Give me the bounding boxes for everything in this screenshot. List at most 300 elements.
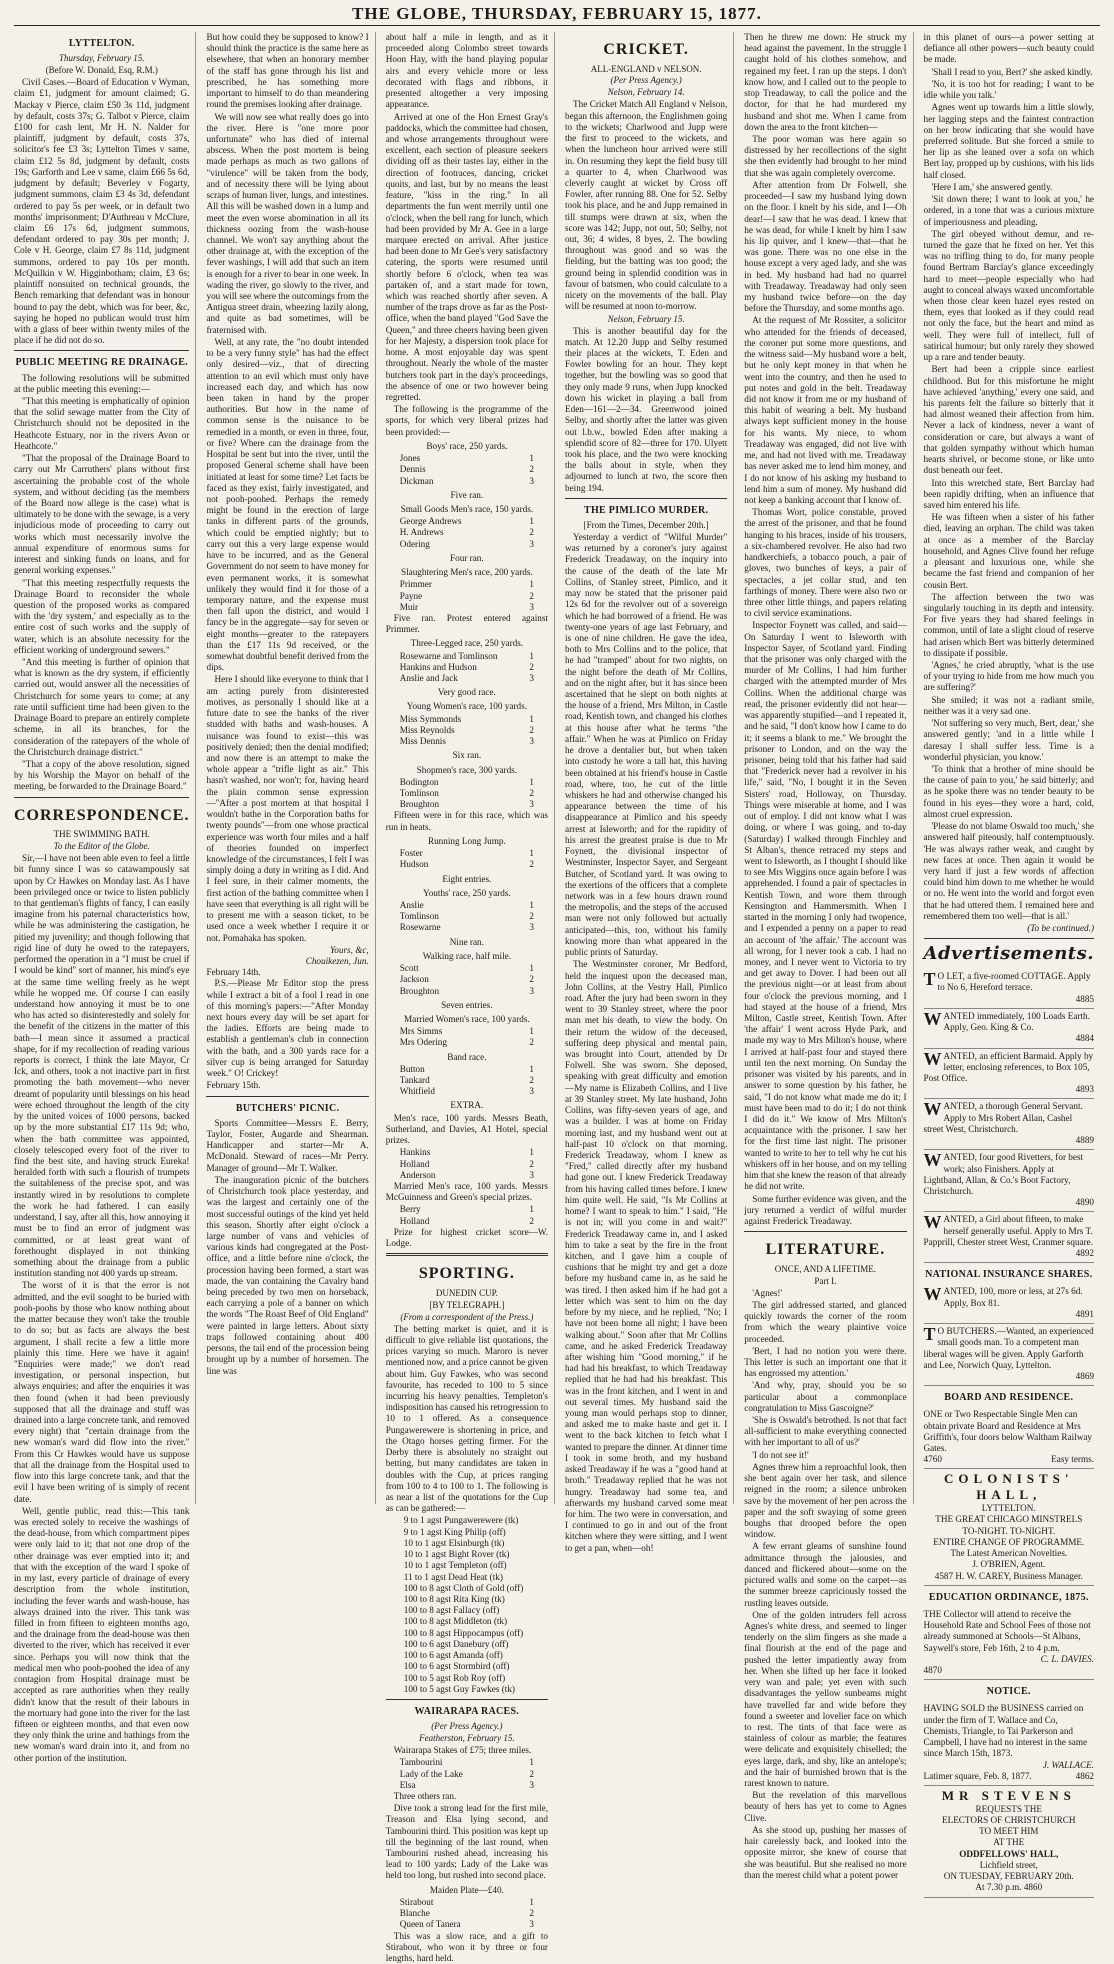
competitor-name: Jackson xyxy=(399,974,429,985)
competitor-name: Muir xyxy=(399,601,419,612)
paragraph: Fifteen were in for this race, which was run in heats. xyxy=(385,810,548,832)
result-row xyxy=(386,1216,548,1227)
paragraph: 'Bert, I had no notion you were there. This letter is such an important one that it has engrossed my attention.' xyxy=(744,1345,907,1379)
ad-board xyxy=(924,1407,1094,1469)
paragraph: 'She is Oswald's betrothed. Is not that fact all-sufficient to make everything connected with her important to all of us?' xyxy=(744,1415,907,1448)
ad-number: 4862 xyxy=(1075,1770,1095,1781)
ad-list xyxy=(924,1284,1094,1386)
paragraph: Yesterday a verdict of "Wilful Murder" was returned by a coroner's jury against Frederick Treadaway, on the inquiry into the cause of the death of the late Mr Collins, of Stanley street, Pimlico, and it may now be stated that the prisoner paid 12s 6d for the revolver out of a sovereign which he had borrowed of a friend. He was twenty-one years of age last February, and is one of nine children. He gave the idea, both to Mrs Collins and to the police, that he had "tramped" about for two nights, on the night before the death of Mr Collins, and on the night after, but it has since been ascertained that he slept on both nights at the house of a friend, Mrs Milton, in Castle road, Kentish town, and changed his clothes at this house after what he terms "the affair." When he was at Pimlico on Friday he drove a dentalier but, but when taken into custody he wore a tall hat, this having been obtained at his friend's house in Castle road, where, too, he cut of the little whiskers he had and otherwise changed his appearance between the time of his disappearance at Pimlico and his speedy arrest at Isleworth; and for the rapidity of his arrest the greatest praise is due to Mr Foynett, the divisional inspector of Westminster, Inspector Sayer, and Sergeant Butcher, of Scotland yard. It was owing to the exertions of the officers that a complete network was in a few hours drawn round the metropolis, and the steps of the accused man were not only followed but actually anticipated—this, too, without his family knowing more than what appeared in the public prints of Saturday. xyxy=(565,531,728,958)
paragraph: Then he threw me down: He struck my head against the pavement. In the struggle I caught hold of his clothes somehow, and regained my feet. I ran up the steps. I don't know how, and I called out to the people to stop Treadaway, to call the police and the doctor, for that he had murdered my husband and shot me. When I came from down the area to the front kitchen— xyxy=(744,32,907,132)
result-row xyxy=(386,1170,548,1181)
section-heading-butchers-picnic: BUTCHERS' PICNIC. xyxy=(235,1102,340,1114)
paragraph: This is another beautiful day for the match. At 12.20 Jupp and Selby resumed their places at the wickets, T. Eden and Fowler bowling for an hour. They kept together, but the bowling was so good that they only made 9 runs, when Jupp knocked down his wicket in playing a ball from Eden—161—2—34. Greenwood joined Selby, and shortly after the latter was given out l.b.w., bowled Eden after making a splendid score of 82—three for 170. Ulyett took his place, and the two were knocking the balls about in style, when they adjourned to lunch at two, the score then being 194. xyxy=(565,325,728,493)
paragraph: She smiled; it was not a radiant smile, neither was it a very sad one. xyxy=(923,694,1095,716)
paragraph: The following resolutions will be submitted at the public meeting this evening:— xyxy=(14,372,190,394)
race-title: EXTRA. xyxy=(450,1100,484,1111)
divider xyxy=(386,1253,548,1256)
odds-line: 100 to 8 agst Hippocampus (off) xyxy=(403,1627,524,1638)
page-columns xyxy=(14,32,1100,1964)
column-5 xyxy=(744,32,913,1880)
paragraph: But the revelation of this marvellous beauty of hers has yet to come to Agnes Clive. xyxy=(744,1790,907,1823)
competitor-name: Miss Symmonds xyxy=(399,713,462,724)
drop-cap: W xyxy=(923,1008,942,1029)
divider xyxy=(206,1096,368,1097)
race-results xyxy=(386,1897,548,1931)
placing: 1 xyxy=(529,1063,534,1074)
placing: 3 xyxy=(529,799,534,810)
paragraph: about half a mile in length, and as it proceeded along Colombo street towards Hoon Hay, with the band playing popular airs and every vehicle more or less decorated with flags and ribbons, it presented altogether a very imposing appearance. xyxy=(385,32,548,110)
paragraph: Here I should like everyone to think that I am acting purely from disinterested motives, as personally I should like at a future date to see the banks of the river studded with baths and wash-houses. A nuisance was found to exist—this was positively denied; then the denial modified; and now there is an attempt to make the whole appear a "trifle light as air." This hasn't washed, nor won't; for, having heard the plain common sense expression—"After a post mortem at that hospital I wouldn't bathe in the Corporation baths for twenty pounds"—from one whose practical experience was worth four miles and a half of theories founded on imperfect knowledge of the circumstances, I felt I was simply doing a duty in writing as I did. And I feel sure, in their calmer moments, the first action of the bathing committee when I have seen that everything is all right will be to present me with a season ticket, to be used once a week whether I require it or not. Pomahaka has spoken. xyxy=(206,674,369,943)
paragraph: Agnes went up towards him a little slowly, her lagging steps and the faintest contraction on her brow indicating that she would have preferred solitude. But she forced a smile to her lip as she leaned over a sofa on which Bert lay, propped up by cushions, with his lids half closed. xyxy=(923,102,1095,180)
result-row xyxy=(386,464,548,475)
paragraph: Into this wretched state, Bert Barclay had been rapidly drifting, when an influence that saved him entered his life. xyxy=(923,477,1095,510)
dateline: Featherston, February 15. xyxy=(419,1733,515,1744)
competitor-name: Miss Reynolds xyxy=(399,724,455,735)
paragraph: Well, at any rate, the "no doubt intended to be a very funny style" has had the effect only desired—viz., that of directing attention to an evil which must only have increased each day, and which has now been taken in hand by the proper authorities. But how in the name of common sense is the nuisance to be remedied in a month, or even in three, four, or five? Where can the drainage from the Hospital be sent but into the river, until the proposed General scheme shall have been initiated at least for some time? Let facts be faced as they exist, fairly investigated, and not pooh-poohed. Perhaps the remedy might be found in the erection of large tanks in different parts of the grounds, which could be emptied nightly; but to carry out this a very large expense would have to be incurred, and as the General Government do not seem to have money for even permanent works, it is somewhat unlikely they would find it for those of a temporary nature, and the expense must then fall upon the district, and would I fancy be in the aggregate—say for seven or eight months—greater to the ratepayers than the £17 11s 9d received, or the somewhat doubtful benefit derived from the dips. xyxy=(206,336,369,673)
paragraph: Married Men's race, 100 yards. Messrs McGuinness and Green's special prizes. xyxy=(385,1181,548,1203)
result-row xyxy=(386,1919,548,1930)
odds-list xyxy=(386,1515,548,1695)
result-row xyxy=(386,1897,548,1908)
section-heading-cricket: CRICKET. xyxy=(603,41,689,58)
result-row xyxy=(386,1204,548,1215)
divider xyxy=(565,498,727,499)
race-title: Very good race. xyxy=(437,687,496,698)
competitor-name: Hankins and Hudson xyxy=(399,661,477,672)
section-heading-drainage: PUBLIC MEETING RE DRAINAGE. xyxy=(15,357,189,369)
classified-ad xyxy=(924,1099,1094,1150)
result-row xyxy=(386,539,548,550)
paragraph: "And this meeting is further of opinion that what is known as the dry system, if efficiently carried out, would answer all the necessities of Christchurch for some years to come; at any rate until sufficient time had been given to the Drainage Board to prepare an entirely complete scheme, in all its branches, for the consideration of the ratepayers of the whole of the Christchurch drainage district." xyxy=(14,657,190,757)
result-row xyxy=(386,1064,548,1075)
competitor-name: Tambourini xyxy=(399,1757,443,1768)
masthead-rule xyxy=(14,25,1100,26)
ad-text: O LET, a five-roomed COTTAGE. Apply to No 6, Hereford terrace. xyxy=(937,971,1091,993)
placing: 2 xyxy=(529,859,534,870)
placing: 1 xyxy=(529,776,534,787)
drop-cap: W xyxy=(923,1284,942,1305)
classified-ad xyxy=(924,1150,1094,1212)
ad-text: THE Collector will attend to receive the Household Rate and School Fees of those not already summoned at Schools—St Albans, Saywell's store, Feb 16th, 2 to 4 p.m. xyxy=(923,1608,1091,1653)
paragraph: Three others ran. xyxy=(393,1790,457,1801)
placing: 3 xyxy=(529,1169,534,1180)
placing: 2 xyxy=(529,1768,534,1779)
competitor-name: Miss Dennis xyxy=(399,736,446,747)
odds-line: 100 to 6 agst Danebury (off) xyxy=(403,1638,509,1649)
race-title: Five ran. xyxy=(450,489,484,500)
competitor-name: Whitfield xyxy=(399,1086,435,1097)
placing: 3 xyxy=(529,1086,534,1097)
odds-line: 10 to 1 agst Bight Rover (tk) xyxy=(403,1549,510,1560)
ad-line: The Latest American Novelties. xyxy=(950,1548,1068,1559)
paragraph: The affection between the two was singularly touching in its depth and intensity. For five years they had shared feelings in common, until of late a slight cloud of reserve had arisen which Bert was bitterly determined to dissipate if possible. xyxy=(923,591,1095,658)
paragraph: The girl addressed started, and glanced quickly towards the corner of the room from which the weary plaintive voice proceeded. xyxy=(744,1299,907,1344)
placing: 2 xyxy=(529,1158,534,1169)
divider xyxy=(14,350,189,351)
classified-ad xyxy=(924,1009,1094,1049)
divider xyxy=(924,938,1094,939)
placing: 1 xyxy=(529,1204,534,1215)
paragraph: 'And why, pray, should you be so particular about a commonplace congratulation to Miss Gascoigne?' xyxy=(744,1380,907,1413)
result-row xyxy=(386,986,548,997)
ad-text: HAVING SOLD the BUSINESS carried on under the firm of T. Wallace and Co, Chemists, Triangle, to Tai Parkerson and Campbell, I have had no interest in the same since March 15th, 1873. xyxy=(923,1703,1088,1759)
result-row xyxy=(386,714,548,725)
placing: 2 xyxy=(529,724,534,735)
placing: 3 xyxy=(529,601,534,612)
ad-line: TO-NIGHT. TO-NIGHT. xyxy=(962,1525,1056,1536)
classified-ad xyxy=(924,1284,1094,1324)
competitor-name: Payne xyxy=(399,590,423,601)
race-title: Four ran. xyxy=(450,552,484,563)
placing: 1 xyxy=(529,1896,534,1907)
ad-number: 4760 xyxy=(923,1454,942,1465)
result-row xyxy=(386,1757,548,1768)
column-1 xyxy=(14,32,196,1763)
ad-line: ON TUESDAY, FEBRUARY 20th. xyxy=(943,1871,1074,1882)
drop-cap: W xyxy=(923,1099,942,1120)
result-row xyxy=(386,799,548,810)
paragraph: At the request of Mr Rossiter, a solicitor who attended for the friends of deceased, the coroner put some more questions, and the witness said—My husband wore a belt, but he only kept money in that when he went into the country, and then he used to put notes and gold in the belt. Treadaway did not know it from me or my husband of this habit of wearing a belt. My husband always kept sufficient money in the house for his wants. My niece, to whom Treadaway was engaged, did not live with me, and had not lived with me. Treadaway has never asked me to lend him money, and I do not know of his asking my husband to lend him a sum of money. My husband did not keep a banking account that I know of. xyxy=(744,315,907,505)
paragraph: 'To think that a brother of mine should be the cause of pain to you,' he said bitterly; and as he spoke there was no tender beauty to be found in his eyes—they wore a hard, cold, almost cruel expression. xyxy=(923,764,1095,819)
ad-heading-insurance: NATIONAL INSURANCE SHARES. xyxy=(925,1269,1093,1281)
ad-text: ANTED, an efficient Barmaid. Apply by letter, enclosing references, to Box 105, Post Office. xyxy=(923,1050,1094,1083)
column-4 xyxy=(565,32,734,1553)
divider xyxy=(14,797,189,798)
competitor-name: Mrs Simms xyxy=(399,1026,443,1037)
paragraph: But how could they be supposed to know? I should think the practice is the same here as elsewhere, that when an honorary member of the staff has gone through his list and prescribed, he has something more important to himself to do than meandering round the premises looking after drainage. xyxy=(206,32,369,110)
race-title: Walking race, half mile. xyxy=(422,950,512,961)
correspondent-line: (From a correspondent of the Press.) xyxy=(400,1311,534,1322)
agency-line: (Per Press Agency.) xyxy=(431,1721,503,1732)
story-part: Part I. xyxy=(814,1275,837,1286)
placing: 1 xyxy=(529,963,534,974)
race-results xyxy=(386,638,548,810)
paragraph: The Cricket Match All England v Nelson, began this afternoon, the Englishmen going to the wickets; Charlwood and Jupp were the first to proceed to the wickets, and when the luncheon hour arrived were still in. On resuming they kept the field busy till a quarter to 4, when Charlwood was cleverly caught at wicket by Cross off Fowler, after running 88. One for 52. Selby took his place, and he and Jupp remained in till stumps were drawn at six, when the score was 142; Jupp, not out, 50; Selby, not out, 36; 4 wides, 8 byes, 2. The bowling throughout was good and so was the fielding, but the batting was too good; the ground being in splendid condition was in favour of batsmen, who could calculate to a nicety on the movements of the ball. Play will be resumed at noon to-morrow. xyxy=(565,99,728,312)
ad-text: ANTED, a thorough General Servant. Apply to Mrs Robert Allan, Cashel street West, Christchurch. xyxy=(923,1101,1083,1134)
result-row xyxy=(386,974,548,985)
divider xyxy=(744,1231,906,1232)
competitor-name: Anslie xyxy=(399,899,424,910)
race-results xyxy=(386,1147,548,1181)
section-heading-sporting: SPORTING. xyxy=(418,1265,515,1283)
result-row xyxy=(386,1780,548,1791)
odds-line: 100 to 8 agst Fallacy (off) xyxy=(403,1605,500,1616)
paragraph: The Westminster coroner, Mr Bedford, held the inquest upon the deceased man, John Collins, at the Vestry Hall, Pimlico road. After the jury had been sworn in they went to 39 Stanley street, where the poor man met his death, to view the body. On their return the widow of the deceased, suffering deep physical and mental pain, was brought into Court, attended by Dr Folwell. She was sworn. She deposed, speaking with great difficulty and emotion—My name is Elizabeth Collins, and I live at 39 Stanley street. My late husband, John Collins, was fifty-seven years of age, and was a builder. I was at home on Friday morning last, and my husband went out at half-past 10 o'clock on that morning. Frederick Treadaway, whom I knew as "Fred," called directly after my husband had gone out. I knew Frederick Treadaway from his having called times before. I knew him quite well. He said, "Is Mr Collins at home? I want to speak to him." I said, "He is not in; will you come in and wait?" Frederick Treadaway came in, and I asked him to take a seat by the fire in the front kitchen, and I gave him a couple of cushions that he might try and get a doze before my husband came in, as he said he was tired. I then asked him if he had got a letter which was sent to him on the day before by my niece, and he replied, "No; I have not been home all night; I have been walking about." Soon after that Mr Collins came, and he asked Frederick Treadaway after wishing him "Good morning," if he had had his breakfast, to which Treadaway replied that he had had his breakfast. This was in the front kitchen, and I went in and out several times. My husband said the young man would perhaps stop to dinner, and asked me to make haste and get it. I went to the back kitchen to fetch what I wanted to prepare the dinner. At dinner time I took in some broth, and my husband asked Treadaway if he was a "good hand at broth." Treadaway replied that he was not hungry. Treadaway had some tea, and afterwards my husband carved some meat for him. The two were in conversation, and I continued to go in and out of the front kitchen where they were sitting, and I went to get a pan, when—oh! xyxy=(565,959,728,1553)
odds-line: 100 to 6 agst Stormbird (off) xyxy=(403,1661,510,1672)
odds-line: 11 to 1 agst Dead Heat (tk) xyxy=(403,1571,503,1582)
paragraph: Five ran. Protest entered against Primmer. xyxy=(385,612,548,635)
result-row xyxy=(386,591,548,602)
paragraph: "That this meeting is emphatically of opinion that the solid sewage matter from the City of Christchurch should not be deposited in the Heathcote Estuary, nor in the rivers Avon or Heathcote." xyxy=(14,396,190,451)
result-row xyxy=(386,651,548,662)
subheading: THE SWIMMING BATH. xyxy=(53,829,150,840)
competitor-name: Mrs Odering xyxy=(399,1037,447,1048)
paragraph: After attention from Dr Folwell, she proceeded—I saw my husband lying down on the floor. I knelt by his side, and I—Oh dear!—I saw that he was dead. I knew that he was dead, for while I knelt by him I saw his lip quiver, and I knew—that—that he was gone. There was no one else in the house except a very aged lady, and she was in bed. My husband had had no quarrel with Treadaway. Treadaway had only seen my husband twice before—on the day before the Thursday, and some months ago. xyxy=(744,179,907,314)
paragraph: 'Agnes!' xyxy=(752,1287,783,1298)
placing: 1 xyxy=(529,516,534,527)
competitor-name: Dickman xyxy=(399,475,434,486)
race-title: Young Women's race, 100 yards. xyxy=(406,701,527,712)
race-title: Seven entries. xyxy=(441,999,493,1010)
race-title: Nine ran. xyxy=(449,936,484,947)
competitor-name: Elsa xyxy=(399,1779,416,1790)
ad-number: 4870 xyxy=(923,1665,942,1676)
competitor-name: H. Andrews xyxy=(399,527,444,538)
divider xyxy=(386,1699,548,1700)
race-results xyxy=(386,1204,548,1226)
competitor-name: Scott xyxy=(399,963,419,974)
race-title: Eight entries. xyxy=(442,873,492,884)
placing: 2 xyxy=(529,911,534,922)
ad-text: ANTED, four good Rivetters, for best work; also Finishers. Apply at Lightband, Allan, & Co.'s Boot Factory, Christchurch. xyxy=(923,1152,1084,1196)
placing: 2 xyxy=(529,1908,534,1919)
placing: 3 xyxy=(529,475,534,486)
competitor-name: Rosewarne and Tomlinson xyxy=(399,650,498,661)
section-heading-pimlico-murder: THE PIMLICO MURDER. xyxy=(583,504,709,516)
competitor-name: Tomlinson xyxy=(399,788,439,798)
ad-text: ONE or Two Respectable Single Men can obtain private Board and Residence at Mrs Griffith's, four doors below Waltham Railway Gates. xyxy=(923,1409,1093,1454)
odds-line: 100 to 8 agst Middleton (tk) xyxy=(403,1616,508,1627)
ad-number: 4885 xyxy=(1075,993,1095,1004)
subheading: DUNEDIN CUP. xyxy=(435,1287,498,1298)
paragraph: He was fifteen when a sister of his father died, leaving an orphan. The child was taken at once as a member of the Barclay household, and Agnes Clive found her refuge a pleasant and luxurious one, while she became the fast friend and companion of her cousin Bert. xyxy=(923,512,1095,590)
drop-cap: T xyxy=(923,1324,936,1345)
placing: 3 xyxy=(529,1779,534,1790)
ad-signature: C. L. DAVIES. xyxy=(1040,1653,1095,1664)
result-row xyxy=(386,859,548,870)
competitor-name: Primmer xyxy=(399,579,432,590)
paragraph: The betting market is quiet, and it is difficult to give reliable list quotations, the prices varying so much. Maroro is never mentioned now, and a price cannot be given about him. Guy Fawkes, who was second favourite, has receded to 100 to 5 since incurring his heavy penalties. Templeton's indisposition has caused his retrogression to 10 to 1 offered. As a consequence Pungawerewere is shortening in price, and the Otago horses getting firmer. For the Derby there is absolutely no straight out betting, but many candidates are taken in doubles with the Cup, at prices ranging from 100 to 4 to 100 to 1. The following is as near a list of the quotations for the Cup as can be gathered:— xyxy=(385,1323,548,1514)
ad-line: At 7.30 p.m. xyxy=(975,1882,1022,1893)
odds-line: 10 to 1 agst Templeton (off) xyxy=(403,1560,507,1571)
odds-line: 9 to 1 agst Pungawerewere (tk) xyxy=(403,1515,519,1526)
result-row xyxy=(386,527,548,538)
race-title: Three-Legged race, 250 yards. xyxy=(410,638,524,649)
placing: 3 xyxy=(529,538,534,549)
competitor-name: Tomlinson xyxy=(399,911,439,922)
dateline: Nelson, February 14. xyxy=(607,87,685,98)
ad-number: 4884 xyxy=(1075,1033,1095,1044)
odds-line: 9 to 1 agst King Philip (off) xyxy=(403,1526,506,1537)
result-row xyxy=(386,1147,548,1158)
race-title: Six ran. xyxy=(452,750,482,761)
classified-ad xyxy=(924,969,1094,1009)
paragraph: Arrived at one of the Hon Ernest Gray's paddocks, which the committee had chosen, and whose arrangements throughout were excellent, each section of pleasure seekers dividing off as their tastes lay, either in the direction of footraces, dancing, cricket quoits, and last, but by no means the least feature, "kiss in the ring." In all departments the fun went merrily until one o'clock, when the bell rang for lunch, which had been provided by Mr A. Gee in a large marquee erected on arrival. After justice had been done to Mr Gee's very satisfactory catering, the sports were resumed until shortly before 6 o'clock, when tea was partaken of, and a start made for town, which was reached shortly after seven. A number of the traps drove as far as the Post-office, when the band played "God Save the Queen," and three cheers having been given for her Majesty, a dispersion took place for home. A most enjoyable day was spent throughout. Nearly the whole of the master butchers took part in the day's proceedings, the absence of one or two however being regretted. xyxy=(385,111,548,402)
paragraph: 'I do not see it!' xyxy=(752,1449,809,1460)
paragraph: 'Agnes,' he cried abruptly, 'what is the use of your trying to hide from me how much you are suffering?' xyxy=(923,660,1095,693)
salutation: To the Editor of the Globe. xyxy=(53,841,150,852)
column-6 xyxy=(923,32,1100,1893)
competitor-name: Foster xyxy=(399,848,423,859)
ad-line: ENTIRE CHANGE OF PROGRAMME. xyxy=(933,1536,1085,1547)
dateline: Nelson, February 15. xyxy=(607,313,685,324)
result-row xyxy=(386,516,548,527)
race-title: Band race. xyxy=(447,1051,487,1062)
placing: 2 xyxy=(529,1037,534,1048)
placing: 2 xyxy=(529,1075,534,1086)
paragraph: Prize for highest cricket score—W. Lodge. xyxy=(385,1226,548,1249)
competitor-name: Blanche xyxy=(399,1908,430,1919)
result-row xyxy=(386,900,548,911)
placing: 1 xyxy=(529,848,534,859)
competitor-name: Hudson xyxy=(399,859,429,870)
drop-cap: T xyxy=(923,969,936,990)
placing: 3 xyxy=(529,922,534,933)
paragraph: 'Here I am,' she answered gently. xyxy=(931,181,1053,192)
paragraph: We will now see what really does go into the river. Here is "one more poor unfortunate" who has died of internal abscess. When the post mortem is being made perhaps as much as two gallons of "virulence" will be taken from the body, and of necessity there will be lying about scraps of human liver, lungs, and intestines. All this will be washed down in a lump and meet the even worse abomination in all its thickness oozing from the wash-house channel. We won't say anything about the other drainage at, with the exception of the fever washings, I will add that such an item is enough for a river to bear in one week. In wading the river, go slowly to the river, and you will see where the outcomings from the Antigua street drain, wheezing lazily along, and quite as bad sometimes, will be fraternised with. xyxy=(206,111,369,335)
competitor-name: Berry xyxy=(399,1204,421,1215)
competitor-name: Holland xyxy=(399,1158,430,1169)
result-row xyxy=(386,1769,548,1780)
paragraph: The inauguration picnic of the butchers of Christchurch took place yesterday, and was the largest and certainly one of the most successful outings of the kind yet held this season. Shortly after eight o'clock a large number of vans and vehicles of various kinds had congregated at the Post-office, and a little before nine o'clock, the procession having been formed, a start was made, the van containing the Cavalry band being preceded by two men on horseback, each carrying a pole of a banner on which the words "The Roast Beef of Old England" were painted in large letters. About sixty traps followed containing about 400 persons, the tail end of the procession being brought up by a number of horsemen. The line was xyxy=(206,1174,369,1376)
placing: 3 xyxy=(529,673,534,684)
placing: 1 xyxy=(529,453,534,464)
placing: 2 xyxy=(529,590,534,601)
ad-signature: J. WALLACE. xyxy=(1042,1759,1095,1770)
race-results xyxy=(386,836,548,1112)
ad-line: COLONISTS' HALL, xyxy=(944,1471,1074,1503)
paragraph: As she stood up, pushing her masses of hair carelessly back, and looked into the opposite mirror, she knew of course that she was beautiful. But she realised no more than the merest child what a potent power xyxy=(744,1824,907,1880)
telegraph-line: [BY TELEGRAPH.] xyxy=(429,1299,505,1310)
result-row xyxy=(386,476,548,487)
advertisements-heading: Advertisements. xyxy=(923,943,1095,965)
competitor-name: Anderson xyxy=(399,1169,436,1180)
competitor-name: Tankard xyxy=(399,1075,430,1086)
drop-cap: W xyxy=(923,1048,942,1069)
ad-line: H. W. CAREY, Business Manager. xyxy=(955,1570,1083,1581)
ad-line: TO MEET HIM xyxy=(979,1826,1039,1837)
ad-text: ANTED, a Girl about fifteen, to make herself generally useful. Apply to Mrs T. Papprill, Chester street West, Cranmer square. xyxy=(923,1214,1094,1247)
competitor-name: Holland xyxy=(399,1215,430,1226)
placing: 2 xyxy=(529,464,534,475)
result-row xyxy=(386,1086,548,1097)
competitor-name: Broughton xyxy=(399,799,440,810)
result-row xyxy=(386,602,548,613)
ad-line: MR STEVENS xyxy=(941,1787,1076,1803)
placing: 3 xyxy=(529,736,534,747)
race-title: Youths' race, 250 yards. xyxy=(422,887,511,898)
paragraph: Sir,—I have not been able even to feel a little bit funny since I was so catawampously sat upon by Cr Hawkes on Monday last. As I have been privileged once or twice to listen publicly to that gentleman's flights of fancy, I can easily imagine from his paternal characteristics how, while he was administering the castigation, he pitied my juvenility; and though following that rigid line of duty he owed to the ratepayers, performed the operation in a "I must be cruel if I would be kind" sort of manner, his mind's eye at the same time welling freely as he wept while he wopped me. Of course I can easily understand how annoying it must be to one who has acted so disinterestedly and solely for the benefit of the citizens in the matter of this bath—I mean since it assumed a practical shape, for if my recollection of reading various reports is correct, I think the late Mayor, Cr Ick, and others, took a not inactive part in first promoting the bath movement—who never dreamt of popularity until blessings on his head were echoed throughout the length of the city by the united voices of 1000 persons, backed up by the more substantial £17 11s 9d; who, when the bath committee was appointed, closely telescoped every foot of the river to find the best site, and having struck Eureka! heralded forth with such a flourish of trumpets the suitableness of the precise spot, and was instantly wired in by resolutions to complete the work he had fathered. I can easily understand, I say, after all this, how annoying it must be to find an error of judgment was committed, or at least great want of forethought displayed in not thinking something about the drainage from a public institution standing not 400 yards up stream. xyxy=(14,853,190,1279)
competitor-name: George Andrews xyxy=(399,516,462,527)
ad-colonists-hall xyxy=(924,1469,1094,1585)
race-results xyxy=(386,441,548,613)
placing: 2 xyxy=(529,974,534,985)
ad-heading-notice: NOTICE. xyxy=(986,1686,1031,1698)
paragraph: 'Shall I read to you, Bert?' she asked kindly. xyxy=(931,66,1093,77)
paragraph: "That this meeting respectfully requests the Drainage Board to reconsider the whole question of the proposed works as compared with the 'dry system,' and especially as to the entire cost of such works and the supply of water, which is an absolute necessity for the efficient working of underground sewers." xyxy=(14,577,190,655)
paragraph: Dive took a strong lead for the first mile, Treason and Elsa lying second, and Tambourini third. This position was kept up till the beginning of the last round, when Tambourini rushed ahead, increasing his lead to 100 yards; Lady of the Lake was held too long, but rushed into second place. xyxy=(385,1803,548,1881)
postscript-date: February 15th. xyxy=(206,1080,261,1091)
paragraph: Thomas Wort, police constable, proved the arrest of the prisoner, and that he found hanging to his braces, inside of his trousers, a six-chambered revolver. He also had two handkerchiefs, a tobacco pouch, a pair of gloves, two bunches of keys, a pair of spectacles, a jet collar stud, and ten farthings of money. There were also two or three other little things, and papers relating to civil service examinations. xyxy=(744,507,907,619)
paragraph: Wairarapa Stakes of £75; three miles. xyxy=(393,1745,532,1756)
section-heading-correspondence: CORRESPONDENCE. xyxy=(14,806,190,824)
placing: 1 xyxy=(529,650,534,661)
result-row xyxy=(386,1075,548,1086)
race-results xyxy=(386,1757,548,1791)
paragraph: The poor woman was here again so distressed by her recollections of the sight she then evidently had brought to her mind that she was again completely overcome. xyxy=(744,133,907,178)
result-row xyxy=(386,788,548,799)
ad-line: Lichfield street, xyxy=(979,1859,1038,1870)
paragraph: The girl obeyed without demur, and re-turned the gaze that he fixed on her. Yet this was no trifling thing to do, for many people found Bertram Barclay's glance exceedingly hard to meet—people especially who had aught to conceal always waxed uncomfortable when those clear keen hazel eyes rested on them, eyes that looked as if they could read not only the face, but the heart and mind as well. They were full of intellect, full of satirical humour; but only rarely they showed up a rare and tender beauty. xyxy=(923,228,1095,363)
paragraph: Agnes threw him a reproachful look, then she bent again over her task, and silence reigned in the room; a silence unbroken save by the movement of her pen across the paper and the soft swaying of some green boughs that drooped before the open window. xyxy=(744,1461,907,1540)
ad-number: 4891 xyxy=(1075,1308,1095,1319)
competitor-name: Odering xyxy=(399,538,430,549)
placing: 3 xyxy=(529,985,534,996)
ad-text: ANTED immediately, 100 Loads Earth. Apply, Geo. King & Co. xyxy=(943,1010,1090,1033)
competitor-name: Jones xyxy=(399,453,421,464)
placing: 1 xyxy=(529,579,534,590)
odds-line: 100 to 5 agst Rob Roy (off) xyxy=(403,1672,506,1683)
result-row xyxy=(386,579,548,590)
paragraph: Men's race, 100 yards. Messrs Beath, Sutherland, and Davies, A1 Hotel, special prizes. xyxy=(385,1112,548,1146)
ad-text: ANTED, 100, more or less, at 27s 6d. Apply, Box 81. xyxy=(943,1286,1083,1308)
ad-line: LYTTELTON. xyxy=(981,1503,1036,1514)
result-row xyxy=(386,736,548,747)
result-row xyxy=(386,848,548,859)
paragraph: 'Please do not blame Oswald too much,' she answered half piteously, half contemptuously. 'He was always rather weak, and caught by new faces at once. Then again it would be very hard if just a few words of affection could bind him down to me whether he would or no. He went into the world and forgot even that he had uttered them. I remained here and remembered them too well—that is all.' xyxy=(923,821,1095,921)
column-3 xyxy=(385,32,555,1964)
postscript: P.S.—Please Mr Editor stop the press while I extract a bit of a fool I read in one of this morning's papers:—"After Monday next hours every day will be set apart for the ladies. Efforts are being made to establish a gentleman's club in connection with the bath, and a 300 yards race for a silver cup is being arranged for Saturday week." O! Crickey! xyxy=(206,978,369,1079)
competitor-name: Queen of Tanera xyxy=(399,1919,461,1930)
ad-number: 4890 xyxy=(1075,1197,1095,1208)
competitor-name: Dennis xyxy=(399,464,426,475)
ad-number: 4869 xyxy=(1075,1370,1095,1381)
odds-line: 100 to 6 agst Amanda (off) xyxy=(403,1650,503,1661)
result-row xyxy=(386,777,548,788)
placing: 1 xyxy=(529,1147,534,1158)
ad-number: 4860 xyxy=(1023,1882,1043,1893)
competitor-name: Rosewarne xyxy=(399,922,441,933)
ad-line: REQUESTS THE xyxy=(975,1803,1042,1814)
ad-education xyxy=(924,1607,1094,1680)
placing: 2 xyxy=(529,1215,534,1226)
result-row xyxy=(386,725,548,736)
paragraph: One of the golden intruders fell across Agnes's white dress, and seemed to linger tenderly on the slim fingers as she made a final flourish at the end of the page and pushed the letter impatiently away from her. When she lifted up her face it looked very wan and pale; yet even with such disadvantages the yellow sunbeams might have travelled far and wide before they found a sweeter and lovelier face on which to rest. The tints of that face were as stainless of colour as marble; the features were delicate and exquisitely chiselled; the eyes large, dark, and shy, like an antelope's; and the hair of burnished brown that is the rarest known to nature. xyxy=(744,1609,907,1789)
agency-line: (Per Press Agency.) xyxy=(610,75,682,86)
competitor-name: Button xyxy=(399,1063,425,1074)
race-title: Small Goods Men's race, 150 yards. xyxy=(400,503,534,514)
ad-number: 4889 xyxy=(1075,1135,1095,1146)
classified-ad xyxy=(924,1212,1094,1263)
section-heading-wairarapa: WAIRARAPA RACES. xyxy=(414,1705,520,1717)
ad-line: J. O'BRIEN, Agent. xyxy=(972,1559,1046,1570)
paragraph: in this planet of ours—a power setting at defiance all other powers—such beauty could be made. xyxy=(923,32,1095,65)
paragraph: 'Sit down there; I want to look at you,' he ordered, in a tone that was a curious mixture of imperiousness and pleading. xyxy=(923,194,1095,227)
ad-line: THE GREAT CHICAGO MINSTRELS xyxy=(935,1514,1083,1525)
result-row xyxy=(386,1159,548,1170)
ad-line: AT THE xyxy=(993,1837,1025,1848)
ad-number: 4587 xyxy=(934,1570,954,1581)
section-heading-literature: LITERATURE. xyxy=(765,1241,886,1259)
placing: 1 xyxy=(529,899,534,910)
competitor-name: Lady of the Lake xyxy=(399,1768,463,1779)
paragraph: "That the proposal of the Drainage Board to carry out Mr Carruthers' plans without first ascertaining the probable cost of the whole system, and without deciding (as the members of the Board now allege is the case) what is ultimately to be done with the sewage, is a very injudicious mode of proceeding to carry out works which must necessarily involve the annual expenditure of enormous sums for interest and sinking funds on loans, and for general working expenses." xyxy=(14,453,190,576)
source-line: [From the Times, December 20th.] xyxy=(583,520,709,531)
paragraph: Inspector Foynett was called, and said—On Saturday I went to Isleworth with Inspector Sayer, of Scotland yard. Finding that the prisoner was only charged with the murder of Mr Collins, I had him further charged with the attempted murder of Mrs Collins. When the additional charge was read, the prisoner evidently did not hear—was apparently stupified—and I repeated it, and he said, "I don't know how I came to do it; it seems a blank to me." We brought the prisoner to London, and on the way the prisoner, being told that his father had said that "Frederick never had a revolver in his life," said, "No, I bought it in the Seven Sisters' road, Holloway, on Thursday. Things were miserable at home, and I was out of employ. I did not know what I was doing, or where I was going, and to-day (Saturday) I walked through Finchley and St Alban's, thence retraced my steps and went to Isleworth, as I thought I should like to see Mrs Wiggins once again before I was apprehended. I found a pair of spectacles in Kentish Town, and wore them through Kensington and Hammersmith. When I started in the morning I only had twopence, and I expended a penny on a paper to read an account of 'the affair.' The account was all wrong, for I never took a cab. I had no money, and I never went to Victoria to try and get away to Dover. I had been out all the previous night—or at least from about four o'clock the previous morning, and I had stayed at the house of a friend, Mrs Milton, Castle street, Kentish Town. After 'the affair' I went across Hyde Park, and made my way to Mrs Milton's house, where I arrived at half-past four and stayed there until ten the next morning. On Sunday the prisoner was visited by his parents, and in answer to some question by his father, he said, "I do not know what made me do it; I must have been mad to do it; I do not think I did do it." We know of Mrs Milton's acquaintance with the prisoner. I saw her for the first time last night. The prisoner wanted to write to her to tell why he cut his whiskers off in her house, and on my telling him that she knew the reason of that already he did not write. xyxy=(744,620,907,1192)
placing: 2 xyxy=(529,788,534,798)
paragraph: 'Not suffering so very much, Bert, dear,' she answered gently; 'and in a little while I daresay I shall suffer less. Time is a wonderful physician, you know.' xyxy=(923,718,1095,762)
competitor-name: Stirabout xyxy=(399,1896,434,1907)
ad-place: Latimer square, Feb. 8, 1877. xyxy=(923,1770,1032,1781)
placing: 3 xyxy=(529,1919,534,1930)
signoff-name: Chouikezen, Jun. xyxy=(305,955,369,966)
ad-number: 4892 xyxy=(1075,1248,1095,1259)
classified-ad xyxy=(924,1049,1094,1100)
result-row xyxy=(386,963,548,974)
paragraph: Civil Cases.—Board of Education v Wyman, claim £1, judgment for amount claimed; G. Mackay v Pierce, claim £50 3s 11d, judgment by default, costs 37s; G. Talbot v Pierce, claim £100 for cash lent, Mr H. N. Nalder for plaintiff, judgment by default, costs 37s, solicitor's fee £3 3s; Lyttelton Times v same, claim £12 5s 8d, judgment by default, costs 19s; Garforth and Lee v same, claim £66 5s 6d, judgment by default; Beverley v Fogarty, judgment summons, claim £3 4s 3d, defendant ordered to pay 5s per week, or in default two months' imprisonment; D'Authreau v McClure, claim £6 17s 6d, judgment summons, defendant ordered to pay 30s per month; J. Cole v H. George, claim £7 8s 11d, judgment summons, ordered to pay 10s per month. McQuilkin v W. Higginbotham; claim, £3 6s; plaintiff nonsuited on technical grounds, the Bench remarking that defendant was in honour bound to pay the debt, which was for beer, &c, saying he hoped no publican would trust him with a glass of beer within twenty miles of the place if he did not do so. xyxy=(14,77,190,346)
placing: 2 xyxy=(529,527,534,538)
placing: 1 xyxy=(529,713,534,724)
